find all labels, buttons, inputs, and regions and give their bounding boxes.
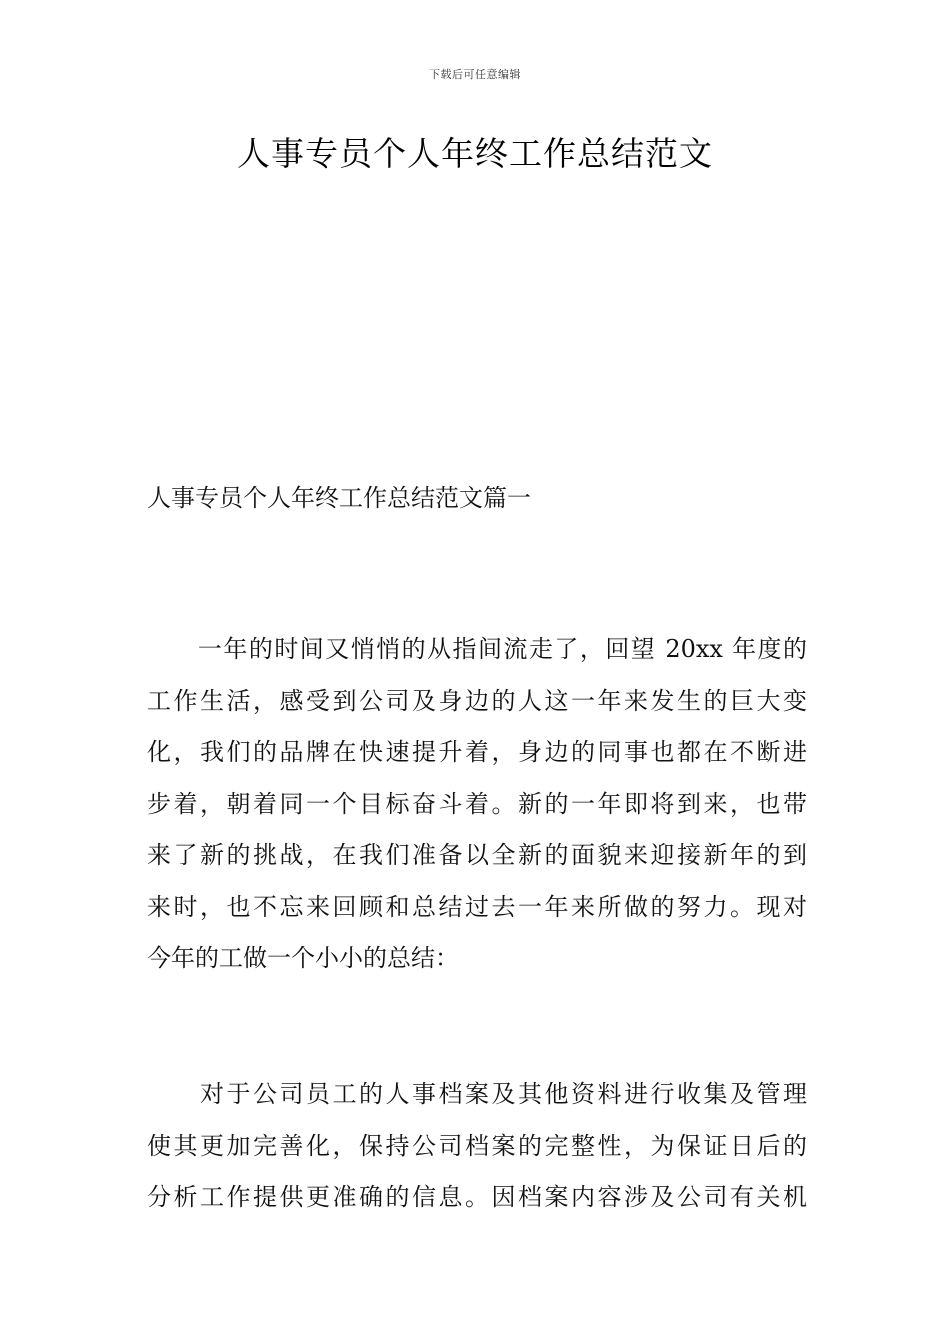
- paragraph-line: 一年的时间又悄悄的从指间流走了，回望 20xx 年度的: [147, 635, 807, 663]
- paragraph-line: 化，我们的品牌在快速提升着，身边的同事也都在不断进: [147, 738, 807, 766]
- paragraph-line: 来了新的挑战，在我们准备以全新的面貌来迎接新年的到: [147, 841, 807, 869]
- paragraph-line: 对于公司员工的人事档案及其他资料进行收集及管理: [147, 1080, 807, 1108]
- header-note: 下载后可任意编辑: [429, 68, 521, 81]
- document-title: 人事专员个人年终工作总结范文: [237, 134, 713, 173]
- section-heading: 人事专员个人年终工作总结范文篇一: [147, 484, 531, 512]
- paragraph-line: 今年的工做一个小小的总结：: [147, 944, 459, 972]
- paragraph-line: 使其更加完善化，保持公司档案的完整性，为保证日后的: [147, 1131, 807, 1160]
- paragraph-line: 来时，也不忘来回顾和总结过去一年来所做的努力。现对: [147, 892, 807, 921]
- paragraph-line: 步着，朝着同一个目标奋斗着。新的一年即将到来，也带: [147, 789, 807, 818]
- paragraph-line: 工作生活，感受到公司及身边的人这一年来发生的巨大变: [147, 686, 807, 715]
- paragraph-1: [147, 624, 807, 985]
- paragraph-line: 分析工作提供更准确的信息。因档案内容涉及公司有关机: [147, 1183, 807, 1211]
- paragraph-2: [147, 1069, 807, 1224]
